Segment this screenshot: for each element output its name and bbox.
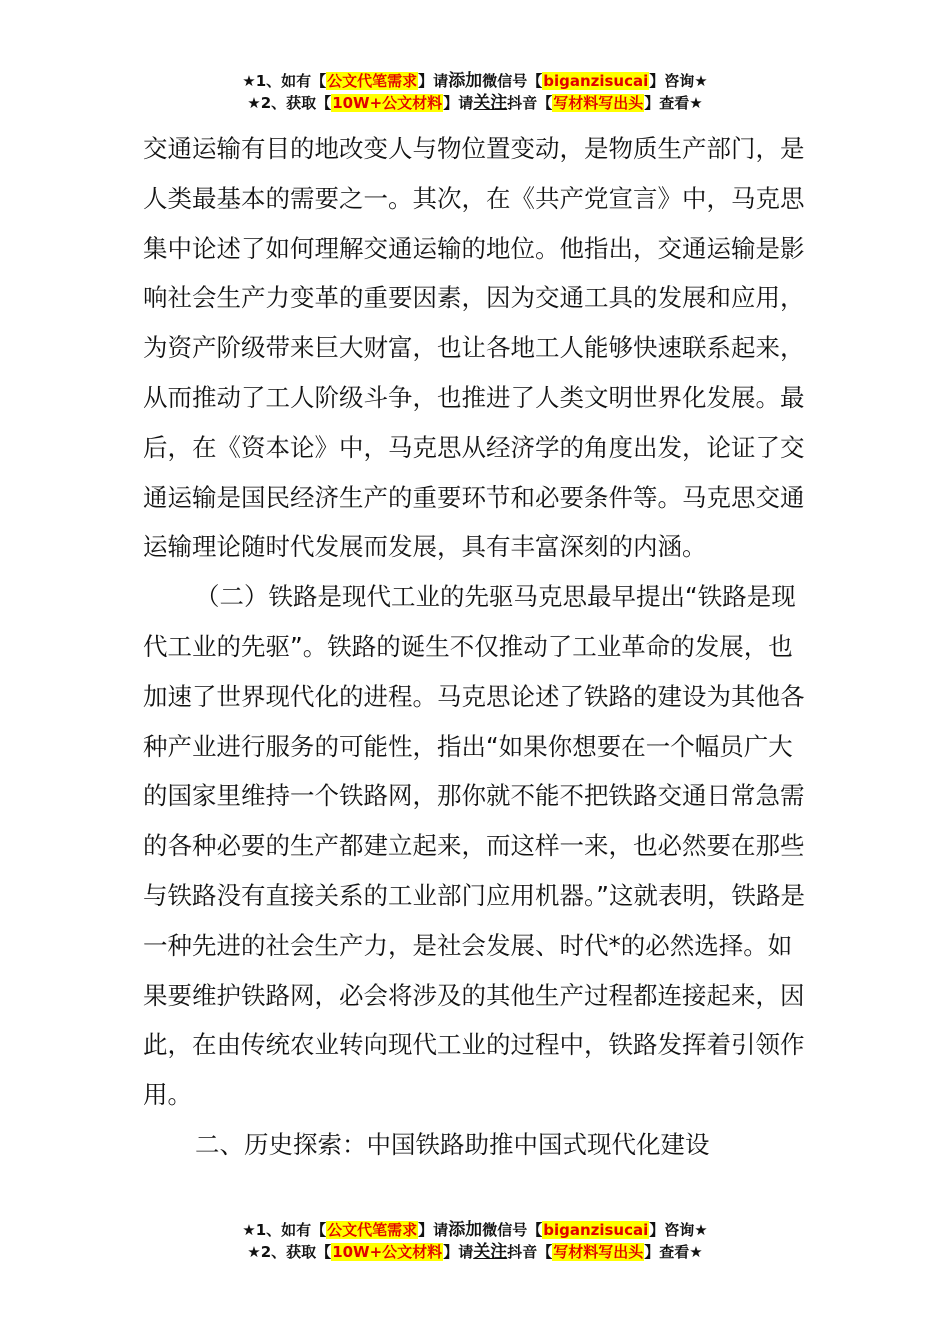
promo-text: 抖音【 [507,1243,553,1261]
promo-emphasis: 添加 [448,71,483,91]
promo-emphasis: 添加 [448,1220,483,1240]
paragraph-railway-pioneer: （二）铁路是现代工业的先驱马克思最早提出“铁路是现代工业的先驱”。铁路的诞生不仅推动了工业革命的发展，也加速了世界现代化的进程。马克思论述了铁路的建设为其他各种产业进行服务的可能性，指出“如果你想要在一个幅员广大的国家里维持一个铁路网，那你就不能不把铁路交通日常急需的各种必要的生产都建立起来，而这样一来，也必然要在那些与铁路没有直接关系的工业部门应用机器。”这就表明，铁路是一种先进的社会生产力，是社会发展、时代*的必然选择。如果要维护铁路网，必会将涉及的其他生产过程都连接起来，因此，在由传统农业转向现代工业的过程中，铁路发挥着引领作用。 [143,582,805,1110]
promo-highlight: 公文代笔需求 [327,72,418,90]
promo-text: 】咨询★ [649,1221,708,1239]
promo-text: 】咨询★ [649,72,708,90]
promo-douyin-id: 写材料写出头 [553,1243,644,1261]
promo-douyin-id: 写材料写出头 [553,94,644,112]
promo-line-1 [0,1219,950,1241]
promo-text: 微信号【 [482,72,543,90]
promo-text: ★2、获取【 [247,1243,332,1261]
section-heading: 二、历史探索：中国铁路助推中国式现代化建设 [195,1129,710,1159]
promo-text: 】请 [443,94,474,112]
promo-emphasis: 关注 [473,1242,508,1262]
paragraph-transport-theory: 交通运输有目的地改变人与物位置变动，是物质生产部门，是人类最基本的需要之一。其次，在《共产党宣言》中，马克思集中论述了如何理解交通运输的地位。他指出，交通运输是影响社会生产力变革的重要因素，因为交通工具的发展和应用，为资产阶级带来巨大财富，也让各地工人能够快速联系起来，从而推动了工人阶级斗争，也推进了人类文明世界化发展。最后，在《资本论》中，马克思从经济学的角度出发，论证了交通运输是国民经济生产的重要环节和必要条件等。马克思交通运输理论随时代发展而发展，具有丰富深刻的内涵。 [143,134,805,562]
promo-text: 】请 [443,1243,474,1261]
promo-highlight: 10W+公文材料 [332,1243,443,1261]
promo-text: 微信号【 [482,1221,543,1239]
promo-text: ★1、如有【 [242,72,327,90]
top-promo-banner [0,70,950,114]
promo-line-2 [0,92,950,114]
promo-emphasis: 关注 [473,93,508,113]
promo-line-1 [0,70,950,92]
promo-text: ★1、如有【 [242,1221,327,1239]
promo-text: ★2、获取【 [247,94,332,112]
promo-wechat-id: biganzisucai [543,1221,649,1239]
bottom-promo-banner [0,1219,950,1263]
promo-text: 抖音【 [507,94,553,112]
document-body [143,124,808,1170]
promo-highlight: 公文代笔需求 [327,1221,418,1239]
promo-text: 】查看★ [644,94,703,112]
promo-text: 】查看★ [644,1243,703,1261]
promo-highlight: 10W+公文材料 [332,94,443,112]
promo-wechat-id: biganzisucai [543,72,649,90]
promo-text: 】请 [418,1221,449,1239]
promo-text: 】请 [418,72,449,90]
promo-line-2 [0,1241,950,1263]
